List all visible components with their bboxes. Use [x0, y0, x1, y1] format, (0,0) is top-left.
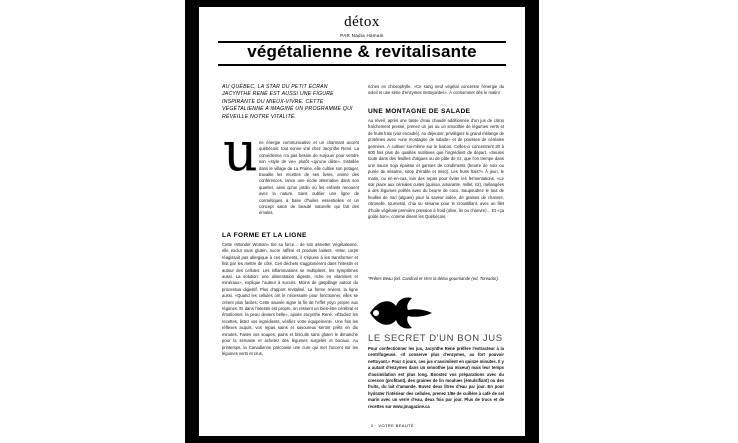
drop-cap: u — [223, 120, 258, 183]
title-rule-bottom — [218, 64, 506, 66]
frame-top — [185, 0, 539, 7]
intro-text: AU QUÉBEC, LA STAR DU PETIT ÉCRAN JACYNTHE RENÉ EST AUSSI UNE FIGURE INSPIRANTE DU MIEUX-VIVRE. CETTE VÉGÉTALIENNE A IMAGINÉ UN PROGRAMME QUI RÉVEILLE NOTRE VITALITÉ. — [222, 84, 353, 120]
subhead-montagne-salade: UNE MONTAGNE DE SALADE — [368, 108, 471, 115]
page-title: végétalienne & revitalisante — [247, 42, 477, 61]
book-note-text: *Prêtes Beau (ed. Cardinal et Vers la détox gourmande (ed. Toreador). — [368, 276, 499, 281]
ornament-fleuron-icon — [368, 292, 434, 334]
author-line: PAR Nadia Hamam — [340, 33, 384, 38]
column-left-text: Cette «Wonder Woman» tire sa force… de son assiette! Végétalienne, elle exclut sans gluten, sucre raffiné et produits laitiers. «Mon corps réagissait pas allergique à ces aliments, il s'épuise à les transformer et finit par les mettre de côté. Ces déchets s'agglomèrent dans l'intestin et autour des cellules. Les inflammations se multiplient, les symptômes aussi. La solution: une alimentation digeste, riche en vitamines et minéraux», explique l'auteur à succès. Moins de gaspillage autour du processus digestif. Plus d'apport revitalisé. La forme revient, la ligne aussi. «Quand les cellules ont le nécessaire pour fonctionner, elles se créent plus faciles. Cette sauvée signe la fin de l'effet yoyo propre aux régimes. Et dans l'intestin est propre, on ressent un bien-être cérébral et émotionnel. la peau devient belle», ajoute Jacynthe René. «Étudiez les recettes, listez vos ingrédients, vérifiez votre équipement». Une fois les réflexes acquis, vos repas sains et savoureux seront prêts en dix minutes. Faites vos soupes, pains et biscuits sans gluten le dimanche pour la semaine et achetez des légumes surgelés et bocaux. Au printemps, la Canadienne préconise une cure qui met l'accent sur les légumes verts et crus, — [222, 242, 358, 356]
column-left-body — [222, 242, 358, 420]
subhead-forme-ligne: LA FORME ET LA LIGNE — [222, 232, 307, 239]
page-footer: 2 · VOTRE BEAUTÉ — [371, 423, 415, 428]
column-right-body — [368, 118, 504, 274]
frame-bottom — [185, 436, 539, 443]
column-right-text: Au réveil, après une tasse d'eau chaude additionnée d'un jus de citron fraîchement pressé, prenez un jus ou un smoothie de légumes verts et de fruits frais (voir encadré). Au déjeuner, privilégiez le grand mélange de protéines avec «une montagne de salade» et de pousses de céréales germées. À cultiver soi-même sur le balcon. Celles-ci concentrent 20 à 600 fois plus de qualités nutritives que l'ingrédient de départ. «Seules toute dans des feuilles d'algues ou de pâte de riz, que l'on trempe dans une sauce soja épaisse et garnies de condiments (beurre de noix ou purée de sésame, sirop d'érable et miso). Les fruits frais?» À jeun, le matin, ou en-en-cas, loin des repas pour éviter les fermentations. «Le soir place aux céréales cuites (quinoa, amarante, millet, riz), mélangées à des légumes poêlés avec du beurre de coco. Saupoudrez le tout de feuilles de nori (algues) pour la saveur iodée, de graines de chanvre, citronelle, tournesol, chia ou sésame pour le croustillant, avec un filet d'huile végétale première pression à froid (olive, lin ou chanvre)… Et «ça goûte bon», comme disent les Québécois. — [368, 118, 504, 220]
frame-right — [525, 0, 539, 443]
column-right-top — [368, 84, 504, 104]
section-label: détox — [344, 14, 380, 30]
lead-paragraph — [259, 140, 359, 224]
secret-box-body — [368, 346, 504, 416]
book-note — [368, 276, 504, 289]
secret-box-title: LE SECRET D'UN BON JUS — [368, 333, 503, 344]
frame-left — [185, 0, 199, 443]
secret-box-text: Pour confectionner les jus, Jacynthe René préfère l'extracteur à la centrifugeuse. «Il conserve plus d'enzymes, au fort pouvoir nettoyant.» Pour 4 jours, ces jus s'assimilent en quinze minutes. Il y a autant d'enzymes dans un smoothie (au mixeur) mais leur temps d'assimilation est plus long. Boostez vos préparations avec du cresson (profitant), des graines de lin moulues (émulsifiant) ou des fruits, du lait d'amande. Buvez deux litres d'eau par jour. En pour hydrater l'intérieur des cellules, prenez 1/8e de cuillère à café de sel marin avec un verre d'eau, deux fois par jour. Plus de trucs et de recettes sur www.jmagazine.ca — [368, 346, 504, 409]
column-right-top-text: riches en chlorophylle. «Ce sang neuf végétal concentre l'énergie du soleil et une série d'enzymes nettoyantes». À consommer dès le matin! — [368, 84, 504, 96]
lead-text: ne énergie communicative et un charmant accent québécois: tout sonne vrai chez Jacynthe René. La comédienne n'a pas besoin de surjouer pour vendre son «style de vie» plutôt «qu'une diète». Installée dans le village de La Prairie, elle cultive son potager, travaille les recettes de ses livres, anime des conférences, lance une école alternative dans son quartier, ainsi qu'un jardin où les enfants renouent avec la nature. Sans oublier une ligne de cosmétiques à base d'huiles essentielles et un concept salon de beauté naturelle qui fait des émules. — [259, 140, 359, 216]
